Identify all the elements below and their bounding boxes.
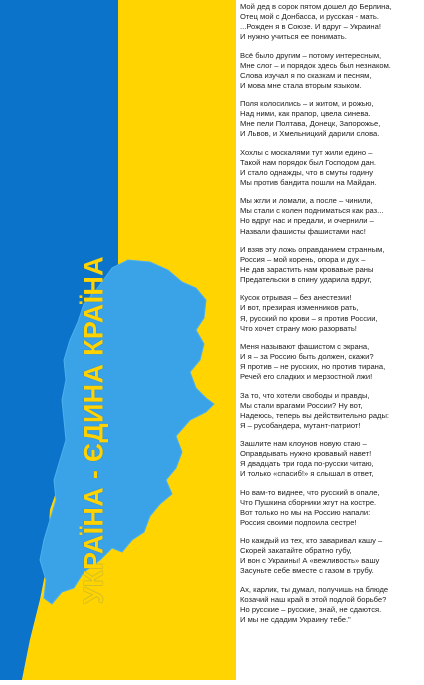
poem-line: Над ними, как прапор, цвела синева. (240, 109, 371, 119)
poem-line: Мне пели Полтава, Донецк, Запорожье, (240, 119, 381, 129)
poem-line: Надеюсь, теперь вы действительно рады: (240, 410, 390, 420)
poem-stanza (240, 2, 424, 42)
poem-line: И мы не сдадим Украину тебе." (240, 615, 351, 625)
poem-line: Назвали фашисты фашистами нас! (240, 226, 366, 236)
poem-line: Россия своими подпоила сестре! (240, 517, 357, 527)
poem-line: Но русские – русские, знай, не сдаются. (240, 604, 382, 614)
poem-line: И стало однажды, что в смуты годину (240, 167, 374, 177)
poem-stanza (240, 342, 424, 382)
poem-line: И вот, презирая изменников рать, (240, 303, 359, 313)
poem-line: Россия – мой корень, опора и дух – (240, 254, 366, 264)
poem-line: И Львов, и Хмельницкий дарили слова. (240, 129, 380, 139)
poem-stanza (240, 488, 424, 528)
poem-line: Кусок отрывая – без анестезии! (240, 293, 352, 303)
poem-stanza (240, 439, 424, 479)
poem-line: Мой дед в сорок пятом дошел до Берлина, (240, 2, 392, 11)
poem-line: Козачий наш край в этой подлой борьбе? (240, 594, 387, 604)
poem-line: Вот только но мы на Россию напали: (240, 507, 371, 517)
poem-stanza (240, 293, 424, 333)
poem-line: И только «спасиб!» я слышал в ответ, (240, 469, 374, 479)
poem-line: Мы против бандита пошли на Майдан. (240, 177, 377, 187)
poem-line: И нужно учиться ее понимать. (240, 32, 347, 42)
poem-line: Меня называют фашистом с экрана, (240, 341, 370, 351)
poem-line: Что Пушкина сборники жгут на костре. (240, 497, 377, 507)
poem-line: И вон с Украины! А «вежливость» вашу (240, 556, 380, 566)
poem-stanza (240, 148, 424, 188)
poem-line: И я – за Россию быть должен, скажи? (240, 352, 374, 362)
poem-line: Предательски в спину ударила вдруг, (240, 275, 372, 285)
poem-line: Мы жгли и ломали, а после – чинили, (240, 196, 373, 206)
poem-line: Я против – не русских, но против тирана, (240, 362, 386, 372)
poem-stanza (240, 51, 424, 91)
poem-line: Я, русский по крови – я против России, (240, 313, 378, 323)
poem-line: Засуньте себе вместе с газом в трубу. (240, 566, 374, 576)
poem-line: И взяв эту ложь оправданием странным, (240, 244, 385, 254)
poem-text (240, 2, 424, 633)
poem-line: Мы стали врагами России? Ну вот, (240, 400, 363, 410)
poem-line: Слова изучал я по сказкам и песням, (240, 70, 372, 80)
slogan-vertical-text: УКРАЇНА - ЄДИНА КРАЇНА (78, 256, 109, 604)
poem-line: Ах, карлик, ты думал, получишь на блюде (240, 584, 389, 594)
poem-line: Не дав зарастить нам кровавые раны (240, 265, 374, 274)
poem-stanza (240, 536, 424, 576)
poem-line: Я – русобандера, мутант-патриот! (240, 420, 361, 430)
poem-line: Поля колосились – и житом, и рожью, (240, 99, 374, 109)
poem-line: И мова мне стала вторым языком. (240, 80, 362, 90)
poem-line: Но каждый из тех, кто заваривал кашу – (240, 536, 383, 546)
poem-line: Такой нам порядок был Господом дан. (240, 157, 377, 167)
poem-line: ...Рожден я в Союзе. И вдруг – Украина! (240, 22, 381, 32)
poem-line: Что хочет страну мою разорвать! (240, 323, 357, 333)
poem-stanza (240, 245, 424, 285)
poem-stanza (240, 585, 424, 625)
poem-line: Всё было другим – потому интересным, (240, 50, 382, 60)
poem-line: Хохлы с москалями тут жили едино – (240, 147, 373, 157)
poem-line: Я двадцать три года по-русски читаю, (240, 459, 374, 469)
poem-line: За то, что хотели свободы и правды, (240, 390, 370, 400)
poem-line: Оправдывать нужно кровавый навет! (240, 449, 372, 459)
poem-stanza (240, 196, 424, 236)
poem-line: Речей его сладких и мерзостной лжи! (240, 372, 373, 382)
poem-stanza (240, 391, 424, 431)
poem-line: Мне слог – и порядок здесь был незнаком. (240, 60, 391, 70)
poem-line: Скорей закатайте обратно губу, (240, 546, 352, 556)
poem-line: Мы стали с колен подниматься как раз... (240, 206, 384, 216)
poem-line: Отец мой с Донбасса, и русская - мать. (240, 12, 379, 22)
poem-line: Зашлите нам клоунов новую стаю – (240, 439, 367, 449)
poem-line: Но вдруг нас и предали, и очернили – (240, 216, 374, 226)
poem-stanza (240, 99, 424, 139)
poem-line: Но вам-то виднее, что русский в опале, (240, 487, 380, 497)
